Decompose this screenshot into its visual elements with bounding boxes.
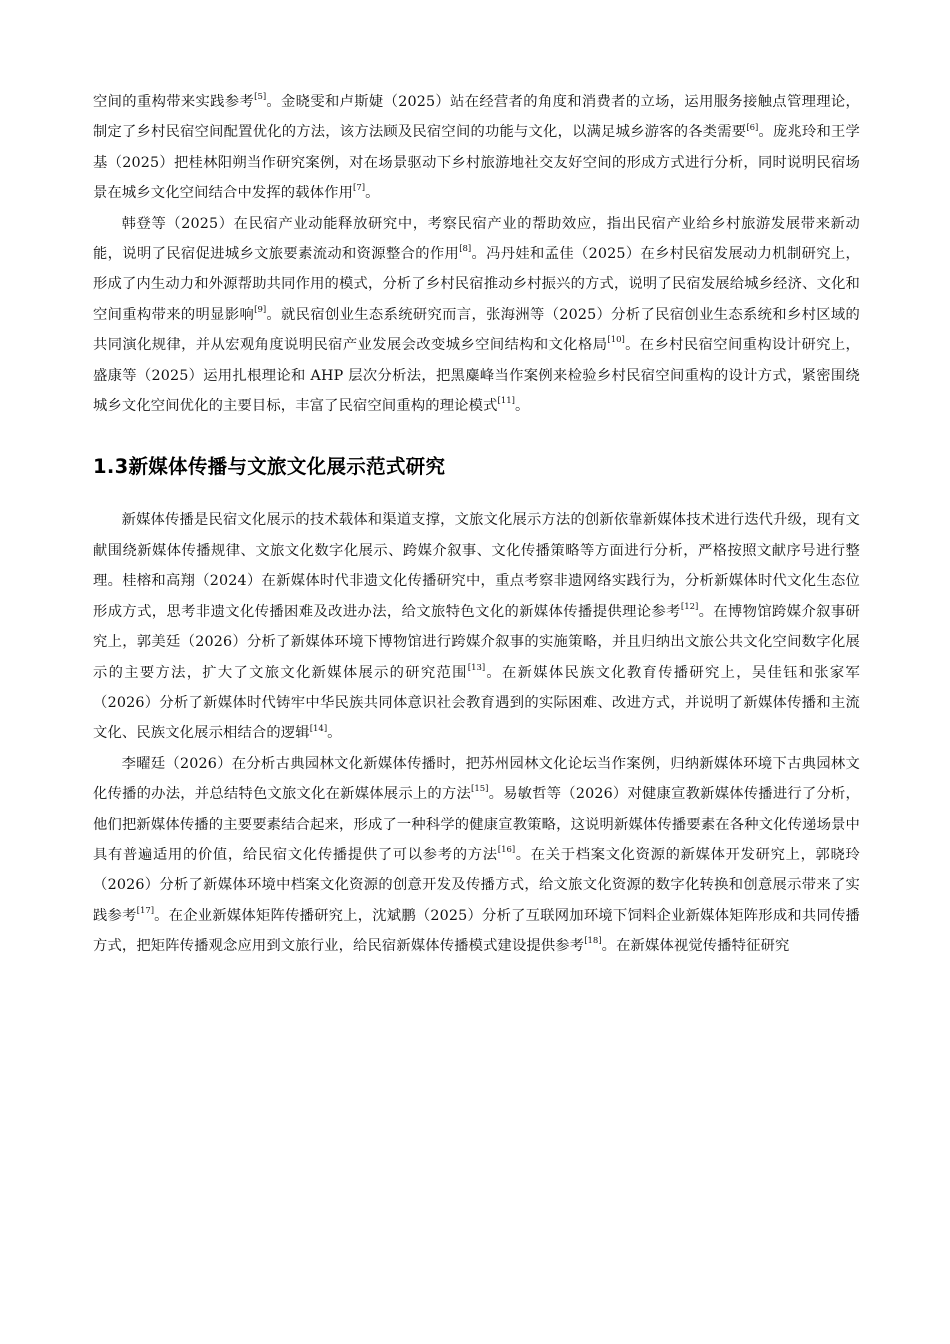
paragraph-text: 。在博物馆跨媒介叙事研究上，郭美廷（2026）分析了新媒体环境下博物馆进行跨媒介叙事的实施策略，并且归纳出文旅公共文化空间数字化展示的主要方法，扩大了文旅文化新媒体展示的研究范围 bbox=[93, 603, 860, 681]
paragraph-text: 李曜廷（2026）在分析古典园林文化新媒体传播时，把苏州园林文化论坛当作案例，归纳新媒体环境下古典园林文化传播的办法，并总结特色文旅文化在新媒体展示上的方法 bbox=[93, 755, 860, 803]
citation-18: [18] bbox=[584, 936, 602, 947]
paragraph-text: 。冯丹娃和孟佳（2025）在乡村民宿发展动力机制研究上，形成了内生动力和外源帮助共同作用的模式，分析了乡村民宿推动乡村振兴的方式，说明了民宿发展给城乡经济、文化和空间重构带来的明显影响 bbox=[93, 246, 860, 323]
citation-17: [17] bbox=[136, 905, 155, 916]
citation-8: [8] bbox=[459, 244, 472, 255]
paragraph-new-media-cases bbox=[93, 749, 860, 962]
paragraph-text: 。在新媒体视觉传播特征研究 bbox=[601, 938, 790, 955]
paragraph-text: 。在关于档案文化资源的新媒体开发研究上，郭晓玲（2026）分析了新媒体环境中档案文化资源的创意开发及传播方式，给文旅文化资源的数字化转换和创意展示带来了实践参考 bbox=[93, 846, 860, 924]
paragraph-text: 空间的重构带来实践参考 bbox=[93, 94, 255, 110]
paragraph-text: 。 bbox=[514, 398, 530, 415]
citation-12: [12] bbox=[680, 601, 699, 612]
paragraph-text: 。金晓雯和卢斯婕（2025）站在经营者的角度和消费者的立场，运用服务接触点管理理论，制定了乡村民宿空间配置优化的方法，该方法顾及民宿空间的功能与文化，以满足城乡游客的各类需要 bbox=[93, 94, 860, 141]
paragraph-text: 。就民宿创业生态系统研究而言，张海洲等（2025）分析了民宿创业生态系统和乡村区域的共同演化规律，并从宏观角度说明民宿产业发展会改变城乡空间结构和文化格局 bbox=[93, 306, 860, 354]
paragraph-text: 。 bbox=[365, 185, 380, 202]
paragraph-homestay-industry bbox=[93, 209, 860, 422]
citation-7: [7] bbox=[353, 183, 366, 194]
citation-10: [10] bbox=[607, 335, 625, 346]
section-heading-1-3: 1.3新媒体传播与文旅文化展示范式研究 bbox=[93, 455, 446, 479]
citation-14: [14] bbox=[309, 723, 328, 734]
paragraph-text: 。庞兆玲和王学基（2025）把桂林阳朔当作研究案例，对在场景驱动下乡村旅游地社交友好空间的形成方式进行分析，同时说明民宿场景在城乡文化空间结合中发挥的载体作用 bbox=[93, 124, 860, 202]
paragraph-text: 。在乡村民宿空间重构设计研究上，盛康等（2025）运用扎根理论和 AHP 层次分析法，把黑麋峰当作案例来检验乡村民宿空间重构的设计方式，紧密围绕城乡文化空间优化的主要目标，丰富了民宿空间重构的理论模式 bbox=[93, 337, 860, 415]
paragraph-continuation-homestay-space bbox=[93, 87, 860, 209]
citation-5: [5] bbox=[254, 92, 267, 103]
paragraph-text: 。易敏哲等（2026）对健康宣教新媒体传播进行了分析，他们把新媒体传播的主要要素结合起来，形成了一种科学的健康宣教策略，这说明新媒体传播要素在各种文化传递场景中具有普遍适用的价值，给民宿文化传播提供了可以参考的方法 bbox=[93, 786, 860, 863]
document-page bbox=[93, 87, 860, 962]
paragraph-text: 韩登等（2025）在民宿产业动能释放研究中，考察民宿产业的帮助效应，指出民宿产业给乡村旅游发展带来新动能，说明了民宿促进城乡文旅要素流动和资源整合的作用 bbox=[93, 215, 860, 263]
paragraph-new-media-intro bbox=[93, 505, 860, 748]
citation-13: [13] bbox=[467, 662, 486, 673]
paragraph-text: 。 bbox=[327, 725, 342, 742]
paragraph-text: 。在新媒体民族文化教育传播研究上，吴佳钰和张家军（2026）分析了新媒体时代铸牢中华民族共同体意识社会教育遇到的实际困难、改进方式，并说明了新媒体传播和主流文化、民族文化展示相结合的逻辑 bbox=[93, 664, 860, 742]
paragraph-text: 新媒体传播是民宿文化展示的技术载体和渠道支撑，文旅文化展示方法的创新依靠新媒体技术进行迭代升级，现有文献围绕新媒体传播规律、文旅文化数字化展示、跨媒介叙事、文化传播策略等方面进行分析，严格按照文献序号进行整理。桂榕和高翔（2024）在新媒体时代非遗文化传播研究中，重点考察非遗网络实践行为，分析新媒体时代文化生态位形成方式，思考非遗文化传播困难及改进办法，给文旅特色文化的新媒体传播提供理论参考 bbox=[93, 512, 860, 620]
citation-15: [15] bbox=[471, 784, 489, 795]
citation-9: [9] bbox=[254, 305, 267, 316]
citation-6: [6] bbox=[746, 122, 759, 133]
paragraph-text: 。在企业新媒体矩阵传播研究上，沈斌鹏（2025）分析了互联网加环境下饲料企业新媒体矩阵形成和共同传播方式，把矩阵传播观念应用到文旅行业，给民宿新媒体传播模式建设提供参考 bbox=[93, 907, 860, 955]
citation-11: [11] bbox=[497, 396, 515, 407]
citation-16: [16] bbox=[497, 845, 516, 856]
